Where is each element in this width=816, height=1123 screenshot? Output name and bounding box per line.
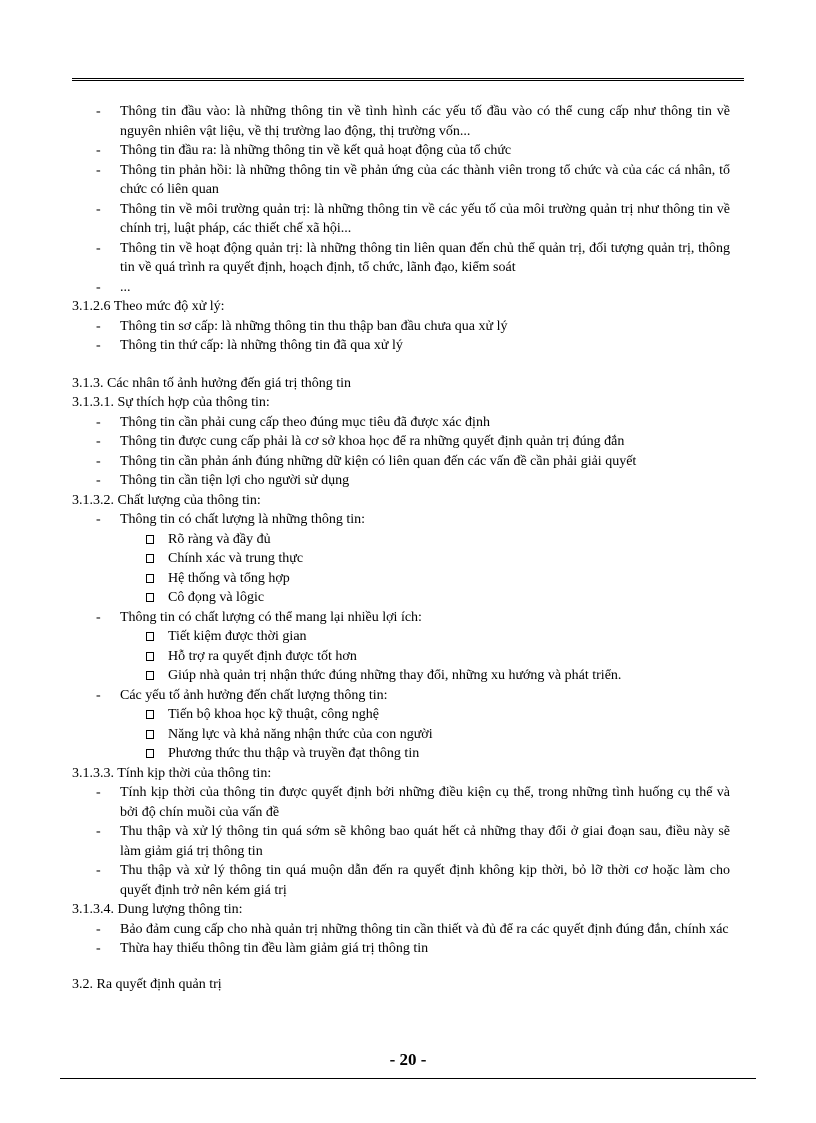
heading-32: 3.2. Ra quyết định quản trị [72, 976, 222, 992]
page-number: - 20 - [389, 1050, 427, 1069]
list-item: - Thông tin có chất lượng có thể mang lại nhiều lợi ích: [96, 609, 422, 625]
list-item: - Thông tin về hoạt động quản trị: là những thông tin liên quan đến chủ thể quản trị, đối tượng quản trị, thông tin về quá trình ra quyết định, hoạch định, tổ chức, lãnh đạo, kiểm soát [96, 240, 730, 275]
heading-3131: 3.1.3.1. Sự thích hợp của thông tin: [72, 395, 270, 410]
list-item: - Thu thập và xử lý thông tin quá sớm sẽ không bao quát hết cả những thay đổi ở giai đoạn sau, điều này sẽ làm giảm giá trị thông tin [96, 824, 730, 859]
heading-313: 3.1.3. Các nhân tố ảnh hưởng đến giá trị thông tin [72, 375, 352, 391]
sub-item: Hệ thống và tổng hợp [72, 569, 730, 589]
heading-3126: 3.1.2.6 Theo mức độ xử lý: [72, 299, 225, 314]
sub-item: Hỗ trợ ra quyết định được tốt hơn [72, 647, 730, 667]
list-item: - Thông tin có chất lượng là những thông tin: [96, 512, 365, 527]
checkbox-icon [146, 554, 154, 563]
sub-item: Phương thức thu thập và truyền đạt thông tin [72, 744, 730, 764]
sub-item: Tiết kiệm được thời gian [72, 627, 730, 647]
checkbox-icon [146, 749, 154, 758]
checkbox-icon [146, 710, 154, 719]
footer-rule [60, 1078, 756, 1079]
list-item: - Thu thập và xử lý thông tin quá muộn dẫn đến ra quyết định không kịp thời, bỏ lỡ thời cơ hoặc làm cho quyết định trở nên kém giá trị [96, 863, 730, 898]
list-item: - Thông tin sơ cấp: là những thông tin thu thập ban đầu chưa qua xử lý [96, 318, 508, 334]
list-item: - Tính kịp thời của thông tin được quyết định bởi những điều kiện cụ thể, trong những tình huống cụ thể và bởi độ chín muồi của vấn đề [96, 785, 730, 820]
sub-item: Chính xác và trung thực [72, 549, 730, 569]
list-item: - Thông tin được cung cấp phải là cơ sở khoa học để ra những quyết định quản trị đúng đắn [96, 434, 625, 449]
checkbox-icon [146, 632, 154, 641]
checkbox-icon [146, 652, 154, 661]
list-item: - Các yếu tố ảnh hưởng đến chất lượng thông tin: [96, 687, 388, 703]
list-item: - Thông tin đầu vào: là những thông tin về tình hình các yếu tố đầu vào có thể cung cấp như thông tin về nguyên nhiên vật liệu, về thị trường lao động, thị trường vốn... [96, 104, 730, 139]
sub-item: Cô đọng và lôgic [72, 588, 730, 608]
page-content [72, 102, 730, 994]
list-item: - Thông tin thứ cấp: là những thông tin đã qua xử lý [96, 338, 403, 353]
heading-3132: 3.1.3.2. Chất lượng của thông tin: [72, 492, 261, 508]
header-rule [72, 78, 744, 81]
checkbox-icon [146, 574, 154, 583]
sub-item: Giúp nhà quản trị nhận thức đúng những thay đổi, những xu hướng và phát triển. [72, 666, 730, 686]
list-item: - Thông tin về môi trường quản trị: là những thông tin về các yếu tố của môi trường quản trị như thông tin về chính trị, luật pháp, các thiết chế xã hội... [96, 201, 730, 236]
spacer [72, 959, 730, 975]
list-item: - Bảo đảm cung cấp cho nhà quản trị những thông tin cần thiết và đủ để ra các quyết định đúng đắn, chính xác [96, 921, 729, 937]
spacer [72, 356, 730, 374]
heading-3134: 3.1.3.4. Dung lượng thông tin: [72, 902, 243, 917]
checkbox-icon [146, 535, 154, 544]
list-item: - Thông tin đầu ra: là những thông tin về kết quả hoạt động của tổ chức [96, 143, 512, 158]
checkbox-icon [146, 730, 154, 739]
sub-item: Tiến bộ khoa học kỹ thuật, công nghệ [72, 705, 730, 725]
list-item: - Thông tin phản hồi: là những thông tin về phản ứng của các thành viên trong tổ chức và của các cá nhân, tổ chức có liên quan [96, 162, 730, 197]
list-item: - Thông tin cần tiện lợi cho người sử dụng [96, 473, 350, 488]
list-item: - Thông tin cần phải cung cấp theo đúng mục tiêu đã được xác định [96, 414, 490, 430]
list-item: - Thông tin cần phản ánh đúng những dữ kiện có liên quan đến các vấn đề cần phải giải quyết [96, 453, 637, 469]
list-item: - ... [96, 279, 131, 295]
sub-item: Năng lực và khả năng nhận thức của con người [72, 725, 730, 745]
sub-item: Rõ ràng và đầy đủ [72, 530, 730, 550]
checkbox-icon [146, 593, 154, 602]
checkbox-icon [146, 671, 154, 680]
heading-3133: 3.1.3.3. Tính kịp thời của thông tin: [72, 765, 272, 781]
list-item: - Thừa hay thiếu thông tin đều làm giảm giá trị thông tin [96, 941, 429, 956]
